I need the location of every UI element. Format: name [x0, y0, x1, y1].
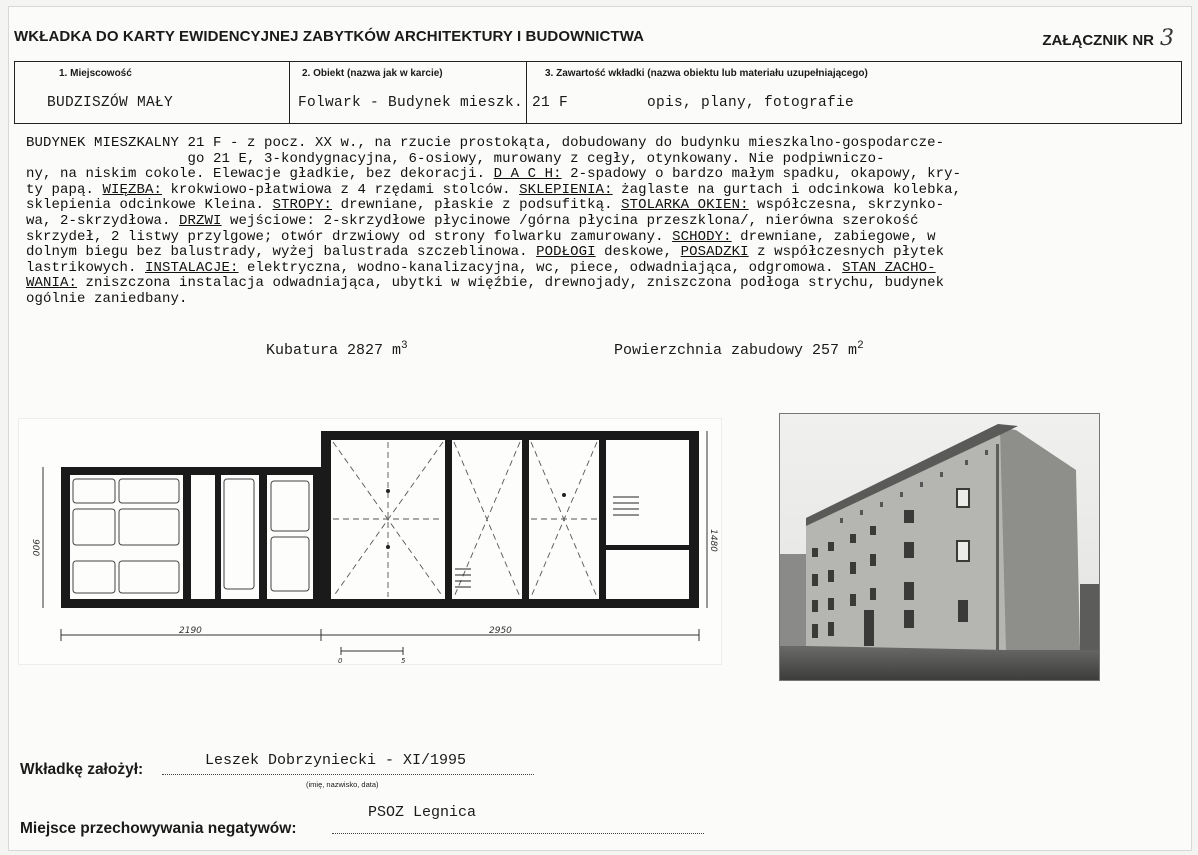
- desc-heading: PODŁOGI: [536, 244, 596, 261]
- desc-line: współczesna, skrzynko-: [748, 197, 945, 214]
- document-title: WKŁADKA DO KARTY EWIDENCYJNEJ ZABYTKÓW ARCHITEKTURY I BUDOWNICTWA: [14, 28, 645, 45]
- desc-line: deskowe,: [595, 244, 681, 261]
- plan-dim-left: 2190: [179, 626, 202, 636]
- plan-scale-0: 0: [338, 657, 343, 664]
- author-label: Wkładkę założył:: [20, 761, 144, 778]
- desc-heading: STAN ZACHO-: [842, 259, 936, 276]
- field-object-value: Folwark - Budynek mieszk. 21 F: [298, 95, 569, 111]
- desc-heading: WANIA:: [26, 275, 78, 292]
- storage-label: Miejsce przechowywania negatywów:: [20, 820, 297, 837]
- desc-line: BUDYNEK MIESZKALNY 21 F - z pocz. XX w., na rzucie prostokąta, dobudowany do budynku mieszkalno-gospodarcze-: [26, 135, 945, 151]
- volume: [266, 340, 408, 359]
- desc-heading: STOLARKA OKIEN:: [621, 197, 749, 214]
- floor-plan: [18, 418, 722, 665]
- area-value: 257 m: [812, 342, 858, 359]
- field-place-label: 1. Miejscowość: [59, 68, 132, 79]
- desc-line: drewniane, płaskie z podsufitką.: [332, 197, 622, 214]
- desc-line: ogólnie zaniedbany.: [26, 290, 188, 307]
- desc-line: ny, na niskim cokole. Elewacje gładkie, bez dekoracji.: [26, 166, 494, 183]
- area-label: Powierzchnia zabudowy: [614, 342, 804, 359]
- field-content-label: 3. Zawartość wkładki (nazwa obiektu lub materiału uzupełniającego): [545, 68, 868, 79]
- author-value: Leszek Dobrzyniecki - XI/1995: [205, 752, 467, 769]
- desc-line: skrzydeł, 2 listwy przylgowe; otwór drzwiowy od strony folwarku zamurowany.: [26, 228, 673, 245]
- annex-label: ZAŁĄCZNIK NR: [1042, 32, 1154, 49]
- desc-line: drewniane, zabiegowe, w: [731, 228, 936, 245]
- desc-heading: SCHODY:: [672, 228, 732, 245]
- area-exp: 2: [857, 340, 864, 352]
- volume-exp: 3: [401, 340, 408, 352]
- desc-line: elektryczna, wodno-kanalizacyjna, wc, piece, odwadniająca, odgromowa.: [238, 259, 843, 276]
- field-content-value: opis, plany, fotografie: [647, 95, 855, 111]
- header-fields: [14, 61, 1182, 124]
- desc-heading: WIĘZBA:: [102, 181, 163, 198]
- built-area: [614, 340, 864, 359]
- desc-heading: SKLEPIENIA:: [519, 181, 613, 198]
- desc-heading: D A C H:: [493, 166, 562, 183]
- field-object: [289, 62, 569, 123]
- desc-line: ty papą.: [26, 181, 103, 198]
- desc-heading: DRZWI: [179, 212, 222, 229]
- plan-dim-height-left: 900: [30, 539, 40, 557]
- desc-heading: POSADZKI: [680, 244, 749, 261]
- building-photo-image: [780, 414, 1099, 680]
- desc-heading: STROPY:: [272, 197, 333, 214]
- field-place: [15, 62, 289, 123]
- volume-value: 2827 m: [347, 342, 402, 359]
- plan-dim-right: 2950: [489, 626, 512, 636]
- floor-plan-drawing: [19, 419, 721, 664]
- annex-value: 3: [1160, 26, 1174, 51]
- author-dotted-line: [162, 774, 534, 775]
- field-place-value: BUDZISZÓW MAŁY: [47, 95, 174, 111]
- storage-dotted-line: [332, 833, 704, 834]
- desc-line: krokwiowo-płatwiowa z 4 rzędami stolców.: [162, 181, 520, 198]
- annex-number: [1042, 26, 1174, 51]
- desc-line: żaglaste na gurtach i odcinkowa kolebka,: [612, 181, 962, 198]
- desc-line: z współczesnych płytek: [748, 244, 945, 261]
- author-hint: (imię, nazwisko, data): [306, 780, 379, 789]
- field-object-label: 2. Obiekt (nazwa jak w karcie): [302, 68, 443, 79]
- plan-scale-5: 5: [401, 657, 406, 664]
- desc-line: wa, 2-skrzydłowa.: [26, 212, 180, 229]
- storage-value: PSOZ Legnica: [368, 804, 477, 821]
- desc-line: 2-spadowy o bardzo małym spadku, okapowy, kry-: [561, 166, 962, 183]
- building-photograph: [779, 413, 1100, 681]
- desc-line: dolnym biegu bez balustrady, wyżej balustrada szczeblinowa.: [26, 244, 537, 261]
- volume-label: Kubatura: [266, 342, 339, 359]
- desc-line: wejściowe: 2-skrzydłowe płycinowe /górna płycina przeszklona/, nierówna szerokość: [221, 212, 919, 229]
- desc-line: go 21 E, 3-kondygnacyjna, 6-osiowy, murowany z cegły, otynkowany. Nie podpiwniczo-: [26, 150, 885, 167]
- desc-line: zniszczona instalacja odwadniająca, ubytki w więźbie, drewnojady, zniszczona podłoga strychu, budynek: [77, 275, 945, 292]
- desc-heading: INSTALACJE:: [145, 259, 239, 276]
- plan-dim-height-right: 1480: [708, 529, 718, 552]
- desc-line: lastrikowych.: [26, 259, 146, 276]
- field-content: [526, 62, 1183, 123]
- description-text: [26, 136, 1170, 308]
- desc-line: sklepienia odcinkowe Kleina.: [26, 197, 273, 214]
